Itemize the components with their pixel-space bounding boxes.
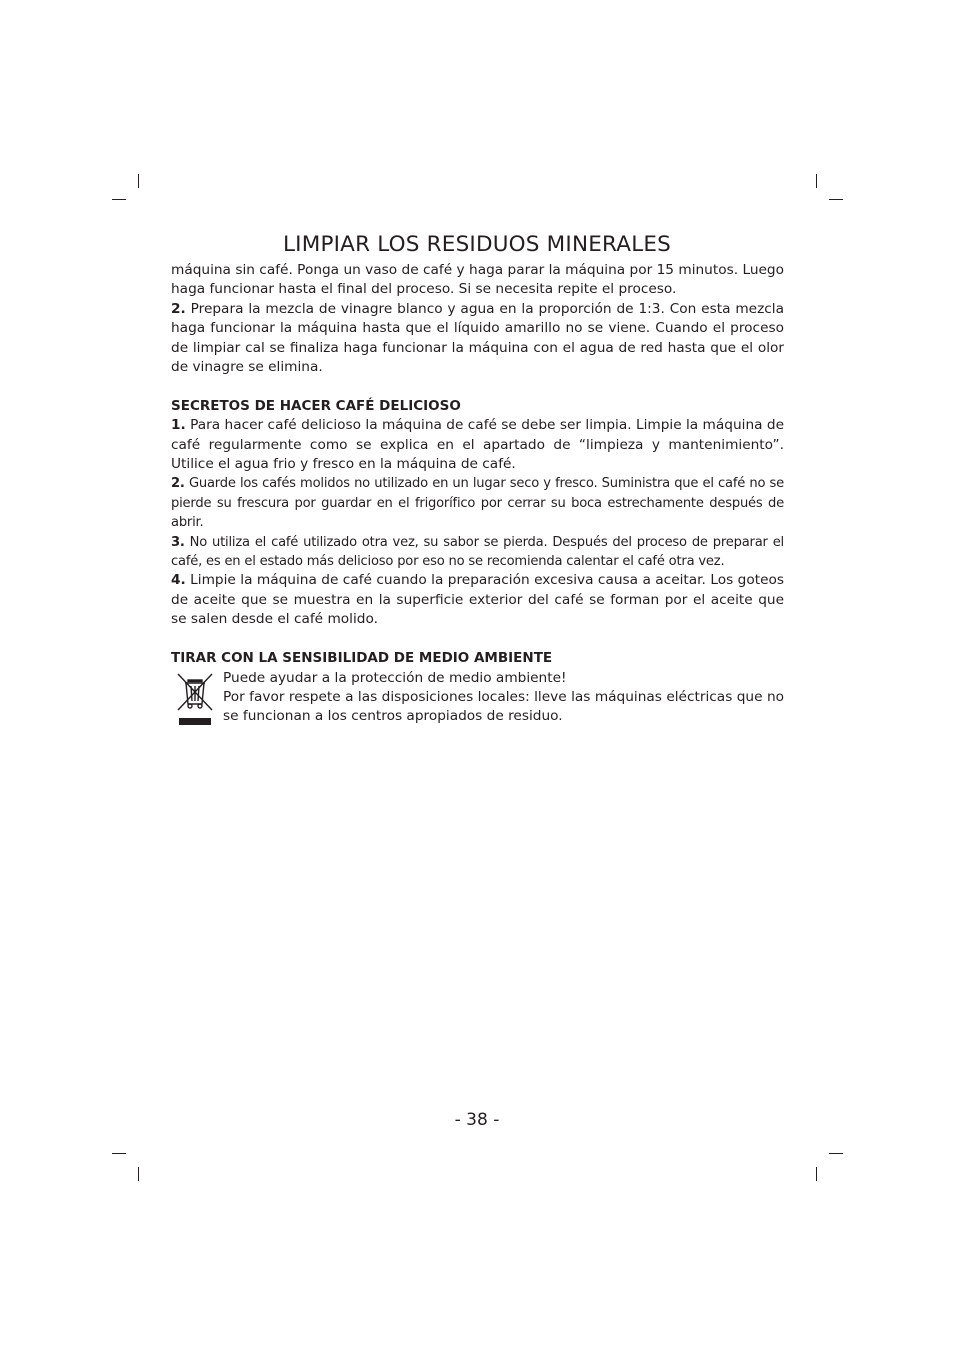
environment-line-1: Puede ayudar a la protección de medio ambiente! [223,669,567,686]
item-text: No utiliza el café utilizado otra vez, su sabor se pierda. Después del proceso de preparar el café, es en el estado más delicioso por eso no se recomienda calentar el café otra vez. [171,534,784,570]
intro-step-2 [171,300,784,378]
intro-paragraph: máquina sin café. Ponga un vaso de café y haga parar la máquina por 15 minutos. Luego haga funcionar hasta el final del proceso. Si se necesita repite el proceso. [171,262,784,298]
secret-item-3 [171,533,784,572]
item-number: 2. [171,476,185,492]
item-number: 4. [171,572,186,589]
secret-item-2 [171,474,784,532]
crop-mark [816,174,817,188]
page-number: - 38 - [454,1110,500,1130]
item-text: Limpie la máquina de café cuando la preparación excesiva causa a aceitar. Los goteos de aceite que se muestra en la superficie exterior del café se forman por el aceite que se salen desde el café molido. [171,572,784,628]
page-title: LIMPIAR LOS RESIDUOS MINERALES [282,232,672,257]
environment-notice [171,669,784,727]
crop-mark [112,1153,126,1154]
environment-line-2: Por favor respete a las disposiciones locales: lleve las máquinas eléctricas que no se funcionan a los centros apropiados de residuo. [223,688,784,725]
item-text: Guarde los cafés molidos no utilizado en un lugar seco y fresco. Suministra que el café no se pierde su frescura por guardar en el frigorífico por cerrar su boca estrechamente después de abrir. [171,476,784,531]
secret-item-4 [171,571,784,629]
crop-mark [829,199,843,200]
section-heading-environment: TIRAR CON LA SENSIBILIDAD DE MEDIO AMBIENTE [171,650,553,667]
item-number: 3. [171,534,185,550]
secret-item-1 [171,416,784,474]
crop-mark [138,1167,139,1181]
step-number: 2. [171,300,186,317]
item-text: Para hacer café delicioso la máquina de café se debe ser limpia. Limpie la máquina de café regularmente como se explica en el apartado de “limpieza y mantenimiento”. Utilice el agua frio y fresco en la máquina de café. [171,417,784,473]
crop-mark [816,1167,817,1181]
crop-mark [112,199,126,200]
step-text: Prepara la mezcla de vinagre blanco y agua en la proporción de 1:3. Con esta mezcla haga funcionar la máquina hasta que el líquido amarillo no se viene. Cuando el proceso de limpiar cal se finaliza haga funcionar la máquina con el agua de red hasta que el olor de vinagre se elimina. [171,300,784,376]
crop-mark [829,1153,843,1154]
crossed-out-wheelie-bin-icon [176,672,216,728]
section-heading-secrets: SECRETOS DE HACER CAFÉ DELICIOSO [171,397,461,414]
crop-mark [138,174,139,188]
page-content [171,261,784,727]
item-number: 1. [171,417,186,434]
